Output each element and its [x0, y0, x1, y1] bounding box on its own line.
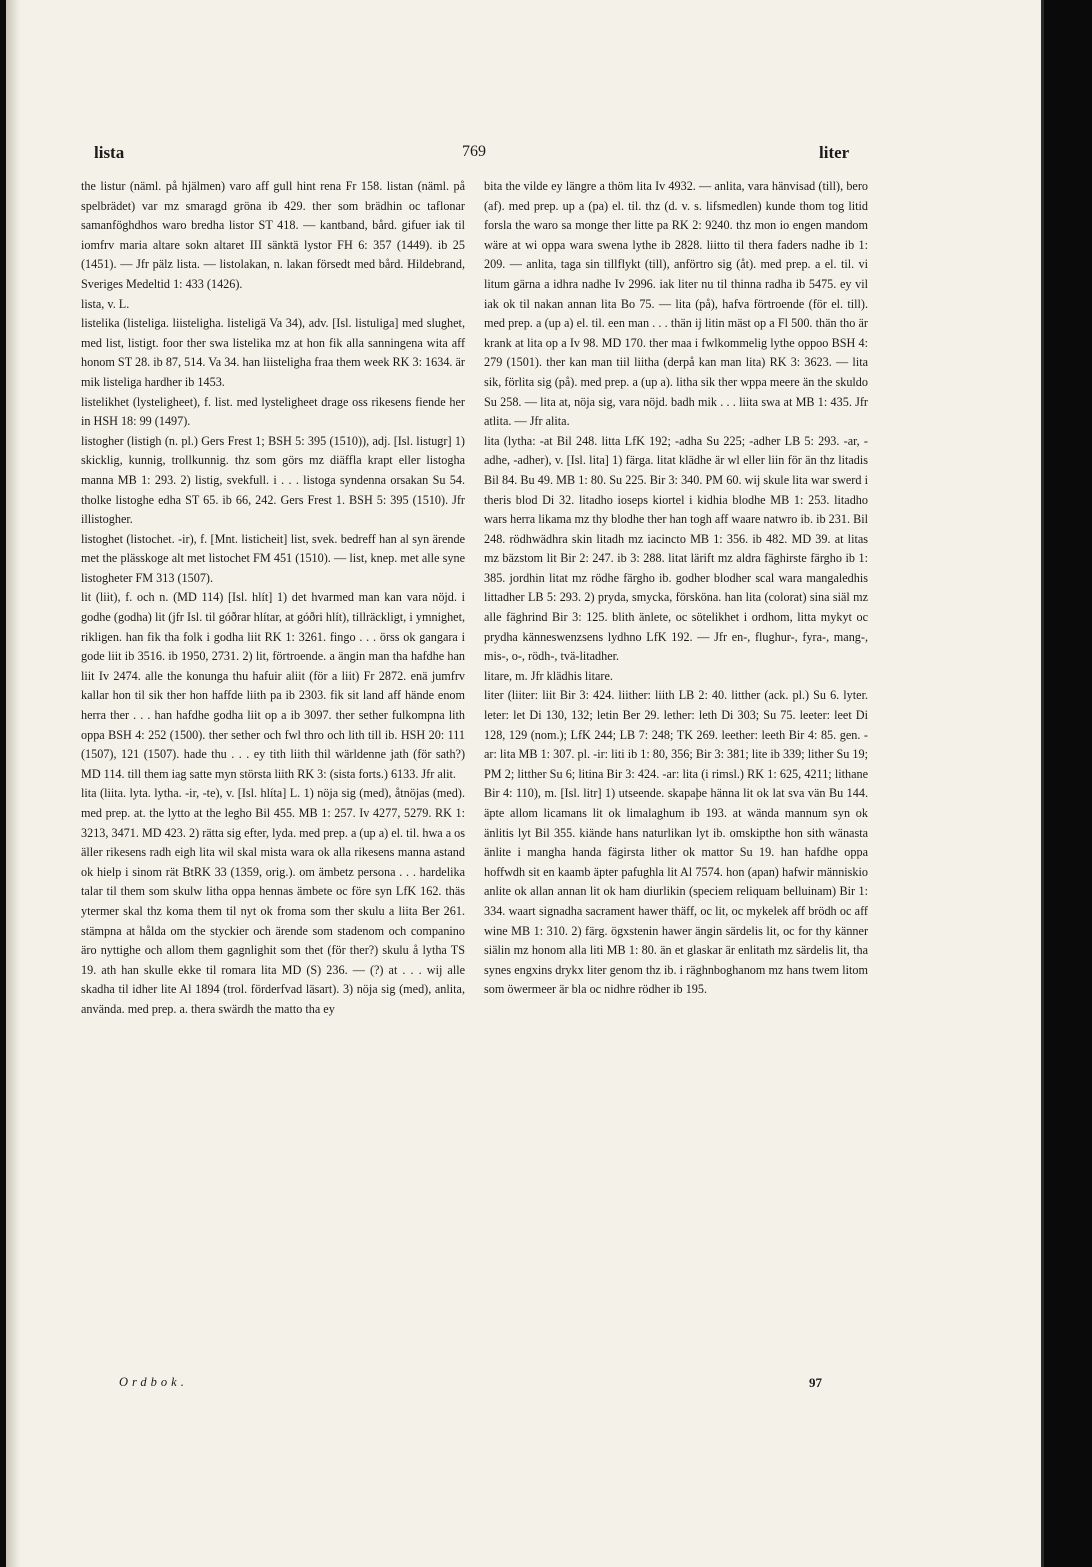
- right-column: [484, 177, 868, 1000]
- entry-listoghet: listoghet (listochet. -ir), f. [Mnt. listicheit] list, svek. bedreff han al syn ärende met the plässkoge alt met listochet FM 451 (1510). — list, knep. met alle syne listogheter FM 313 (1507).: [81, 531, 465, 585]
- entry-lita-2: lita (lytha: -at Bil 248. litta LfK 192; -adha Su 225; -adher LB 5: 293. -ar, -adhe, -adher), v. [Isl. lita] 1) färga. litat klädhe är wl eller liin för än thz litadis Bil 84. Bu 49. MB 1: 80. Su 225. Bir 3: 340. PM 60. wij skule lita war swerd i theris blod Di 32. litadho ioseps kiortel i kidhia blodhe MB 1: 253. litadho wars herra likama mz thy blodhe ther han togh aff waare natwro ib. ib 231. Bil 248. rödhwädhra skin litadh mz iacincto MB 1: 356. ib 482. MD 39. at litas mz bäzstom lit Bir 2: 247. ib 3: 288. litat lärift mz aldra fäghirste färgho ib 1: 385. jordhin litat mz rödhe färgho ib. godher blodher scal wara mangaledhis littadher LB 5: 293. 2) pryda, smycka, försköna. han lita (colorat) sina siäl mz alle fäghrind Bir 3: 125. blith änlete, oc sötelikhet i ordhom, litta mykyt oc prydha känneswenzsens lydhno LfK 192. — Jfr en-, flughur-, fyra-, mang-, mis-, o-, rödh-, tvä-litadher.: [484, 433, 868, 664]
- page-number: 769: [462, 143, 486, 160]
- dictionary-page: [6, 0, 1044, 1567]
- running-head-right: liter: [819, 143, 850, 162]
- entry-lit: lit (liit), f. och n. (MD 114) [Isl. hlít] 1) det hvarmed man kan vara nöjd. i godhe (godha) lit (jfr Isl. til góðrar hlítar, at góðri hlít), tillräckligt, i ymnighet, rikligen. han fik tha folk i godha liit RK 1: 3261. fingo . . . örss ok gangara i gode liit ib 3516. ib 1950, 2731. 2) lit, förtroende. a ängin man tha hafdhe han liit Iv 2474. alle the konunga thu hafuir aliit (för a liit) Fr 2872. enä jumfrv kallar hon til sik ther hon haffde liith pa ib 2303. fik sit land aff hände enom herra ther . . . han hafdhe godha liit op a ib 3097. ther sether fulkompna lith oppa BSH 4: 252 (1500). ther sether och fwl thro och lith till ib. HSH 20: 111 (1507), 121 (1507). hade thu . . . ey tith liith thil wärldenne jath (för sath?) MD 114. till them iag satte myn största liith RK 3: (sista forts.) 6133. Jfr alit.: [81, 590, 465, 781]
- entry-lita-1: lita (liita. lyta. lytha. -ir, -te), v. [Isl. hlíta] L. 1) nöja sig (med), åtnöjas (med). med prep. at. the lytto at the legho Bil 455. MB 1: 257. Iv 4277, 5279. RK 1: 3213, 3471. MD 423. 2) rätta sig efter, lyda. med prep. a (up a) el. til. hwa a os äller rikesens radh eigh lita wil skal mista wara ok alla rikesens manna astand ok hielp i sinom rät BtRK 33 (1359, orig.). om ämbetz persona . . . hardelika talar til them som skulw litha oppa hennas ämbete oc före syn LfK 162. thäs ytermer skal thz koma them til nyt ok froma som ther skulu a liita Ber 261. stämpna at hålda om the styckier och ärende som stadenom och companino äro nyttighe och allom them gagnlighit som thet (för ther?) skulu å lytha TS 19. ath han skulle ekke til romara lita MD (S) 236. — (?) at . . . wij alle skadha til idher lite Al 1894 (trol. förderfvad läsart). 3) nöja sig (med), anlita, använda. med prep. a. thera swärdh the matto tha ey: [81, 786, 465, 1016]
- footer-sheet-number: 97: [809, 1375, 822, 1390]
- entry-lista-verb: lista, v. L.: [81, 296, 130, 311]
- entry-listelika: listelika (listeliga. liisteligha. listeligä Va 34), adv. [Isl. listuliga] med slughet, med list, listigt. foor ther swa listelika mz at hon fik alla sanningena wita aff honom ST 28. ib 87, 514. Va 34. han liisteligha fraa them week RK 3: 1634. är mik listeliga hardher ib 1453.: [81, 316, 465, 389]
- entry-listelikhet: listelikhet (lysteligheet), f. list. med lysteligheet drage oss rikesens fiende her in HSH 18: 99 (1497).: [81, 394, 465, 429]
- running-head-left: lista: [94, 143, 125, 162]
- spine-shadow: [6, 0, 20, 1567]
- entry-liter: liter (liiter: liit Bir 3: 424. liither: liith LB 2: 40. litther (ack. pl.) Su 6. lyter. leter: let Di 130, 132; letin Ber 29. lether: leth Di 303; Su 75. leeter: leet Di 128, 129 (nom.); LfK 244; LB 7: 248; TK 269. leether: leeth Bir 4: 85. gen. -ar: lita MB 1: 307. pl. -ir: liti ib 1: 80, 356; Bir 3: 381; lite ib 339; lither Su 19; PM 2; litther Su 6; litina Bir 3: 424. -ar: lita (i rimsl.) RK 1: 625, 4211; lithane Bir 4: 110), m. [Isl. litr] 1) utseende. skapaþe hänna lit ok lat sva vän Bu 144. äpte allom licamans lit ok limalaghum ib 193. at wända mannum syn ok änlitis lyt Bil 355. kiände hans naturlikan lyt ib. omskipthe hon sith wänasta änlite i mangha handa fägirsta lither ok mattor Su 19. han hafdhe oppa hoffwdh sit en kaamb äpter pafughla lit Al 7574. hon (apan) hafwir människio anlite ok allan annan lit ok ham diurlikin (speciem reliquam belluinam) Bir 1: 334. waart signadha sacrament hawer thäff, oc lit, oc mykelek aff brödh oc aff wine MB 1: 310. 2) färg. ögxstenin hawer ängin särdelis lit, oc for thy känner siälin mz honom alla liti MB 1: 80. än et glaskar är enlitath mz särdelis lit, tha synes engxins drykx liter genom thz ib. i räghnboghanom mz hans twem litom som öwermeer är bla oc nidhre rödher ib 195.: [484, 688, 868, 997]
- entry-lita-1-cont: bita the vilde ey längre a thöm lita Iv 4932. — anlita, vara hänvisad (till), bero (af). med prep. up a (pa) el. til. thz (d. v. s. lifsmedlen) kunde thom tog litid forsla the waro sa monge ther litte pa RK 2: 9240. thz mon io engen mandom wäre at wi oppa wara swena lythe ib 2828. liitto til thera faders nadhe ib 1: 209. — anlita, taga sin tillflykt (till), anförtro sig (åt). med prep. a el. til. vi litum gärna a idhra nadhe Iv 2996. iak liter nu til thinna radha ib 5475. ey vil iak ok til nakan annan lita Bo 75. — lita (på), hafva förtroende (för el. till). med prep. a (up a) el. til. een man . . . thän ij litin mäst op a Fl 500. thän tho är krank at lita op a Iv 98. MD 170. ther maa i fwlkommelig lythe oppoo BSH 4: 279 (1501). ther kan man tiil liitha (derpå kan man lita) RK 3: 3623. — lita sik, förlita sig (på). med prep. a (up a). litha sik ther wppa meere än the skuldo Su 258. — lita at, nöja sig, vara nöjd. badh mik . . . liita swa at MB 1: 435. Jfr atlita. — Jfr alita.: [484, 179, 868, 429]
- entry-litare: litare, m. Jfr klädhis litare.: [484, 668, 613, 683]
- left-column: [81, 177, 465, 1020]
- footer-signature: Ordbok.: [119, 1375, 188, 1389]
- entry-lista-cont: the listur (näml. på hjälmen) varo aff gull hint rena Fr 158. listan (näml. på spelbrädet) var mz smaragd gröna ib 429. ther som brädhin oc taflonar samanföghdhos waro bredha listor ST 418. — kantband, bård. gifuer iak til iomfrv maria altare sokn altaret III sänktä lystor FH 6: 357 (1449). ib 25 (1451). — Jfr pälz lista. — listolakan, n. lakan försedt med bård. Hildebrand, Sveriges Medeltid 1: 433 (1426).: [81, 179, 465, 291]
- entry-listogher: listogher (listigh (n. pl.) Gers Frest 1; BSH 5: 395 (1510)), adj. [Isl. listugr] 1) skicklig, kunnig, trollkunnig. thz som görs mz diäffla krapt eller listogha manna MB 1: 293. 2) listig, svekfull. i . . . listoga syndenna orsakan Su 54. tholke listoghe edha ST 65. ib 66, 242. Gers Frest 1. BSH 5: 395 (1510). Jfr illistogher.: [81, 433, 465, 527]
